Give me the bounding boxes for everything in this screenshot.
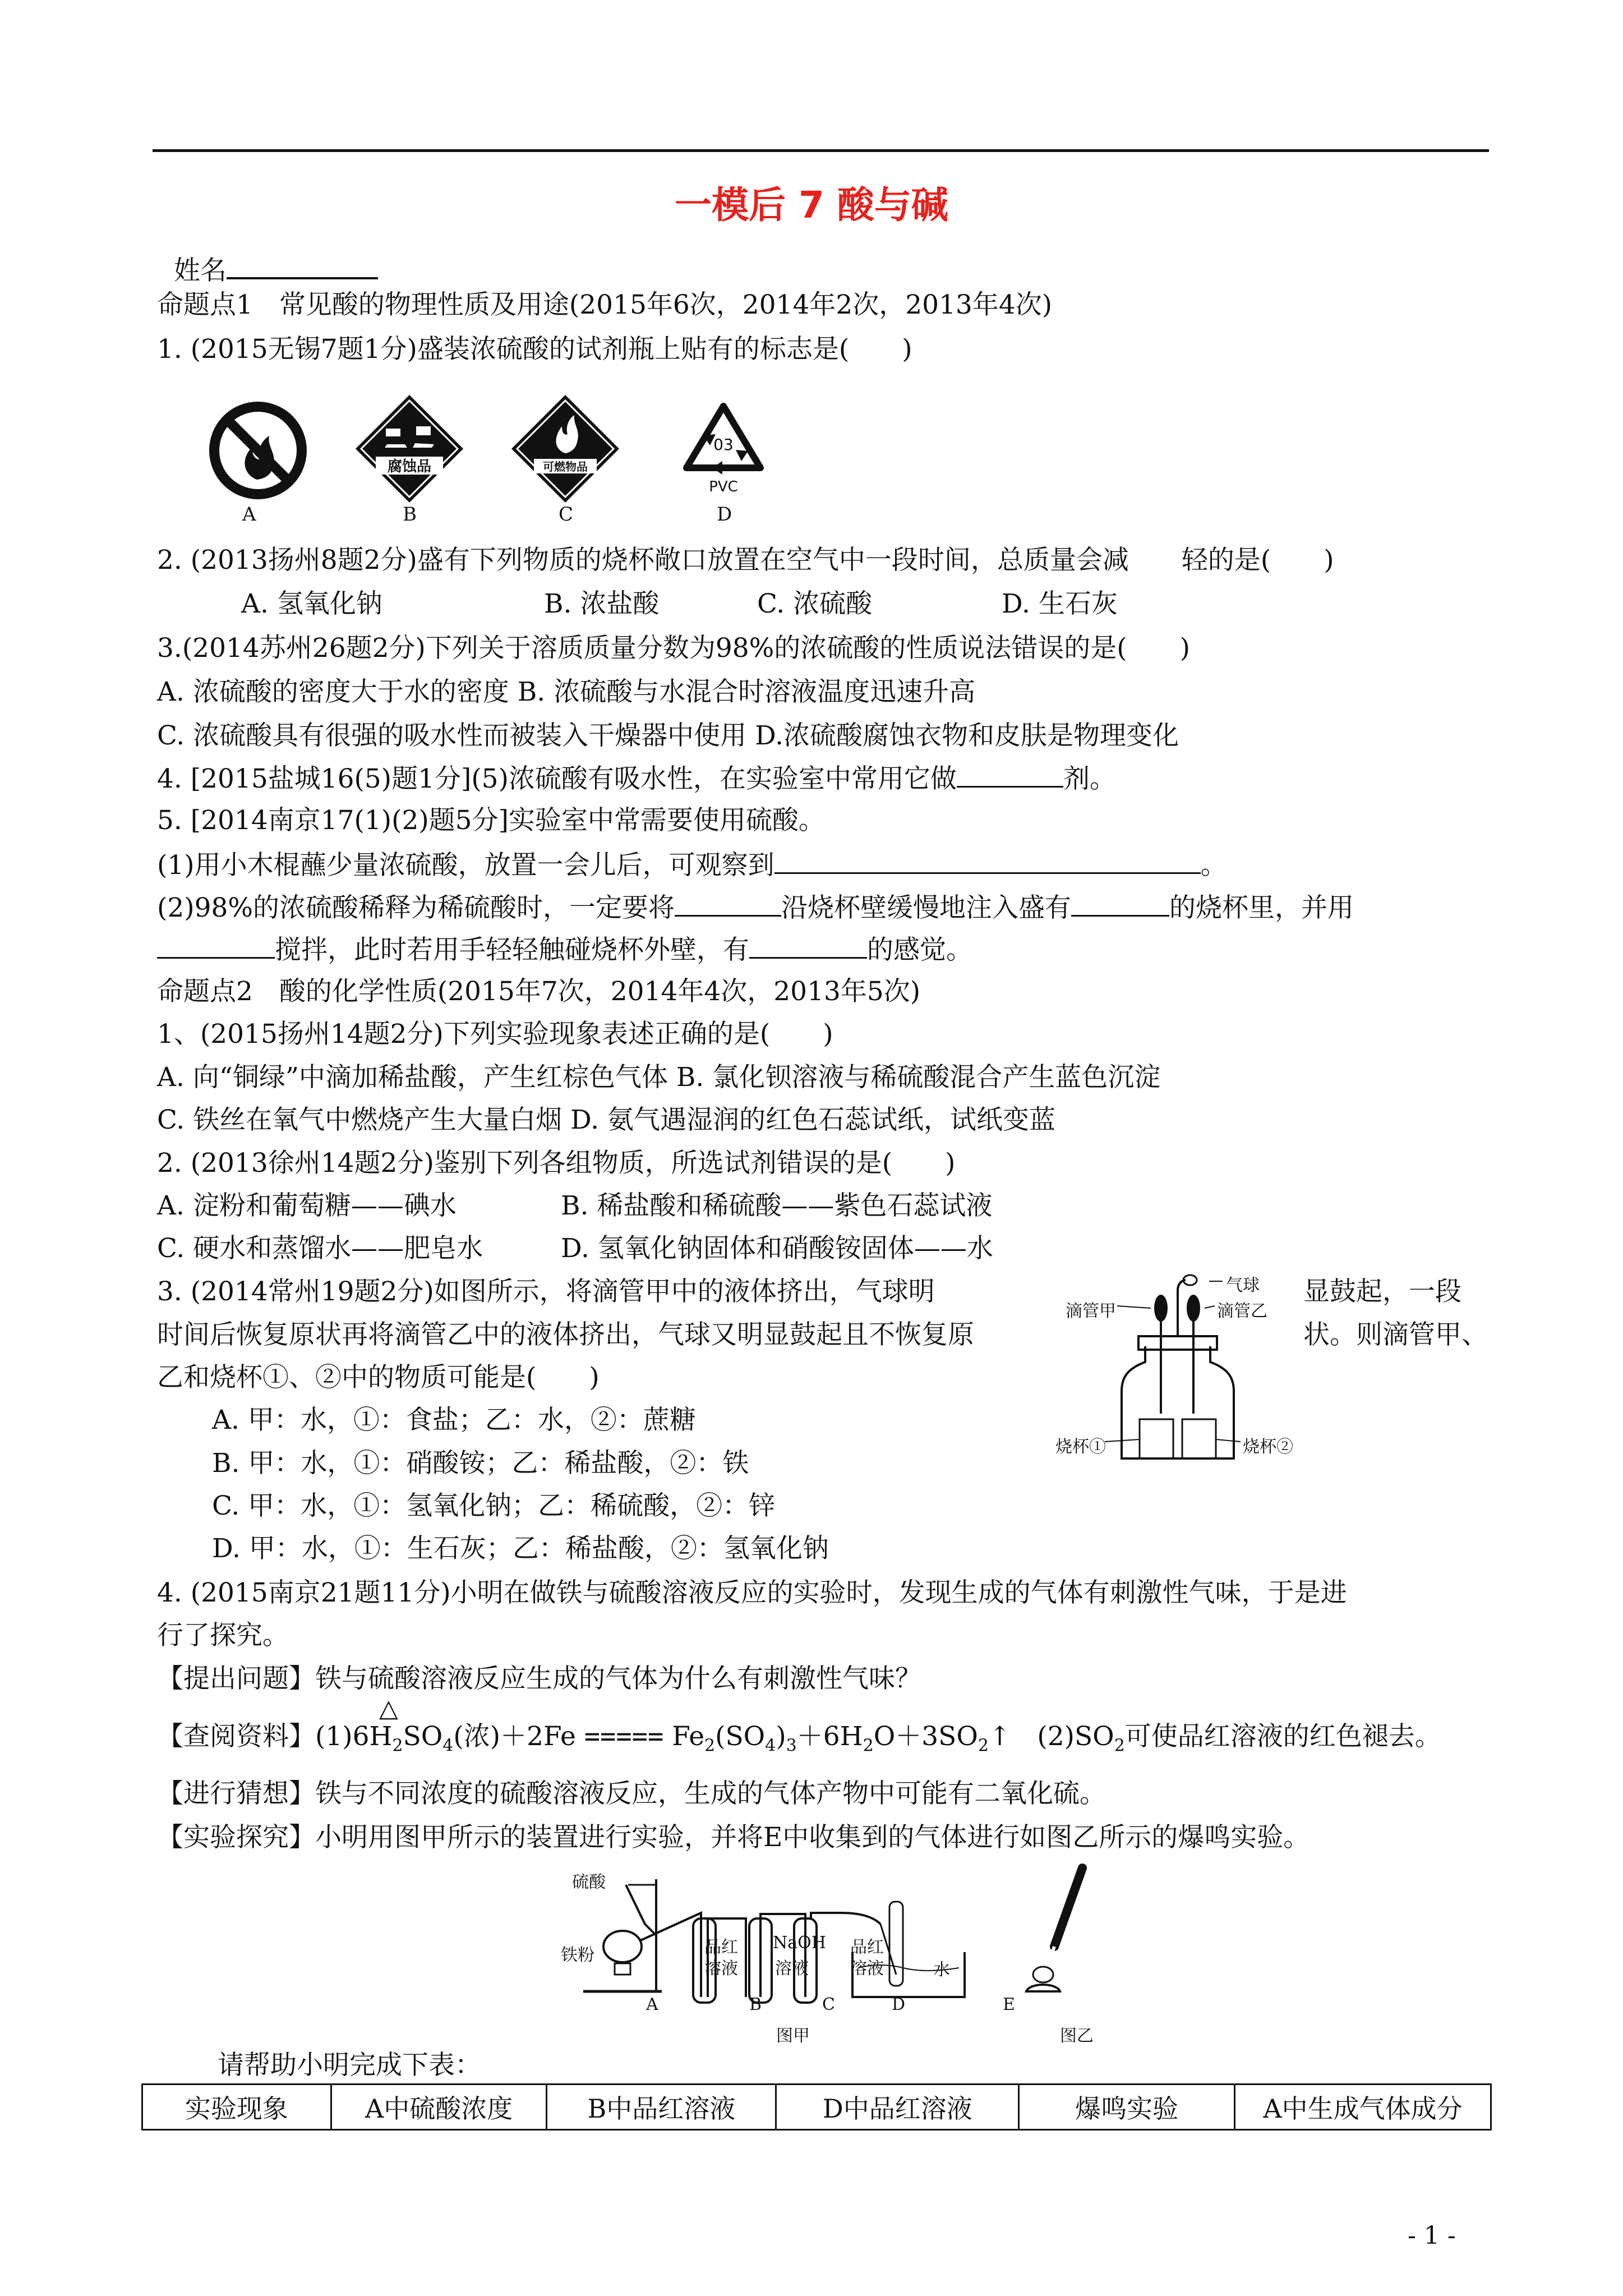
option-b-label: B — [403, 503, 417, 526]
fig-label-d: D — [892, 1995, 906, 2014]
fig-label-fig-a: 图甲 — [776, 2026, 810, 2046]
page-number: - 1 - — [1408, 2221, 1456, 2250]
recycle-pvc-icon — [673, 398, 774, 499]
p2-q3-l2a: 时间后恢复原状再将滴管乙中的液体挤出，气球又明显鼓起且不恢复原 — [157, 1319, 974, 1350]
logo-b-text: 腐蚀品 — [387, 458, 432, 475]
name-blank[interactable] — [227, 251, 378, 279]
ref-eq-tail: (2)SO — [1037, 1721, 1114, 1752]
no-open-flame-icon — [209, 401, 307, 500]
option-a-label: A — [242, 503, 256, 526]
p1-q5-part1 — [157, 848, 1227, 882]
p2-q2-opt-d: D. 氢氧化钠固体和硝酸铵固体——水 — [561, 1233, 993, 1264]
p2-q3-opt-d: D. 甲：水，①：生石灰；乙：稀盐酸，②：氢氧化钠 — [212, 1533, 829, 1564]
p2-q2-stem: 2. (2013徐州14题2分)鉴别下列各组物质，所选试剂错误的是( ) — [157, 1148, 956, 1179]
p1-q3-line2: C. 浓硫酸具有很强的吸水性而被装入干燥器中使用 D.浓硫酸腐蚀衣物和皮肤是物理变化 — [157, 720, 1179, 751]
p1-q5-p1-pre: (1)用小木棍蘸少量浓硫酸，放置一会儿后，可观察到 — [157, 850, 774, 881]
table-header-row — [142, 2085, 1491, 2130]
p1-q5-p2-b: 沿烧杯壁缓慢地注入盛有 — [781, 892, 1072, 923]
logo-d-number: 03 — [713, 435, 734, 454]
p2-q3-l2b: 状。则滴管甲、 — [1303, 1319, 1488, 1350]
fig-label-acid: 硫酸 — [572, 1872, 606, 1892]
p1-q5-p2-c: 的烧杯里，并用 — [1169, 892, 1354, 923]
p2-q1-line1: A. 向“铜绿”中滴加稀盐酸，产生红棕色气体 B. 氯化钡溶液与稀硫酸混合产生蓝色沉淀 — [157, 1062, 1161, 1093]
p2-q3-opt-a: A. 甲：水，①：食盐；乙：水，②：蔗糖 — [212, 1405, 696, 1435]
p1-q5-blank4[interactable] — [157, 932, 275, 959]
option-d-label: D — [717, 503, 732, 526]
fig-label-fig-b: 图乙 — [1060, 2026, 1094, 2046]
table-header-cell: A中硫酸浓度 — [331, 2085, 547, 2130]
p1-q2-opt-b: B. 浓盐酸 — [544, 588, 660, 619]
page-title: 一模后 7 酸与碱 — [675, 183, 948, 227]
point2-header: 命题点2 酸的化学性质(2015年7次，2014年4次，2013年5次) — [157, 976, 921, 1007]
fig-label-c: C — [822, 1995, 835, 2014]
fig-label-c-sol: 溶液 — [775, 1959, 809, 1978]
p2-q4-help: 请帮助小明完成下表： — [218, 2050, 481, 2081]
header-rule — [153, 149, 1489, 152]
p2-q2-opt-c: C. 硬水和蒸馏水——肥皂水 — [157, 1233, 483, 1264]
p1-q4-post: 剂。 — [1063, 763, 1116, 794]
fig-label-a: A — [646, 1995, 658, 2014]
table-header-cell: B中品红溶液 — [547, 2085, 776, 2130]
option-c-label: C — [559, 503, 574, 526]
p1-q2-opt-d: D. 生石灰 — [1002, 588, 1118, 619]
table-header-cell: 爆鸣实验 — [1019, 2085, 1235, 2130]
p1-q5-p1-post: 。 — [1200, 850, 1227, 881]
p1-q3-line1: A. 浓硫酸的密度大于水的密度 B. 浓硫酸与水混合时溶液温度迅速升高 — [157, 677, 976, 707]
p1-q5-p3-b: 搅拌，此时若用手轻轻触碰烧杯外壁，有 — [275, 935, 749, 965]
logo-d-code: PVC — [709, 478, 738, 495]
p1-q4 — [157, 761, 1116, 796]
table-header-cell: D中品红溶液 — [776, 2085, 1019, 2130]
fig-label-d-pin: 品红 — [850, 1938, 884, 1957]
fig-label-d-sol: 溶液 — [850, 1959, 884, 1978]
p2-q2-opt-a: A. 淀粉和葡萄糖——碘水 — [157, 1190, 457, 1221]
ref-label: 【查阅资料】 — [157, 1721, 315, 1752]
p1-q2-opt-a: A. 氢氧化钠 — [241, 588, 382, 619]
p2-q3-l1b: 显鼓起，一段 — [1303, 1276, 1461, 1307]
p2-q4-ref: 【查阅资料】$(1)6H_2SO_4$(浓)＋2Fe ===== $Fe_2(SO_4)_3+6H_2O+3SO_2↑$ $(2)SO_2$可使品红溶液的红色褪去。 — [157, 1721, 1441, 1756]
name-label: 姓名 — [174, 255, 227, 286]
p1-q3-stem: 3.(2014苏州26题2分)下列关于溶质质量分数为98%的浓硫酸的性质说法错误的是( ) — [157, 633, 1190, 664]
p1-q1-stem: 1. (2015无锡7题1分)盛装浓硫酸的试剂瓶上贴有的标志是( ) — [157, 334, 912, 365]
point1-header: 命题点1 常见酸的物理性质及用途(2015年6次，2014年2次，2013年4次) — [157, 289, 1053, 320]
fig-label-dropper-a: 滴管甲 — [1066, 1301, 1116, 1321]
p2-q2-opt-b: B. 稀盐酸和稀硫酸——紫色石蕊试液 — [561, 1190, 993, 1221]
p1-q5-blank3[interactable] — [1071, 890, 1169, 917]
p2-q3-l3: 乙和烧杯①、②中的物质可能是( ) — [157, 1362, 600, 1393]
fig-label-iron: 铁粉 — [561, 1945, 594, 1965]
fig-label-beaker1: 烧杯① — [1055, 1437, 1106, 1457]
p1-q2-stem: 2. (2013扬州8题2分)盛有下列物质的烧杯敞口放置在空气中一段时间，总质量会减 轻的是( ) — [157, 545, 1334, 576]
table-header-cell: A中生成气体成分 — [1235, 2085, 1491, 2130]
logo-c-text: 可燃物品 — [543, 460, 588, 473]
fig-label-balloon: 气球 — [1226, 1276, 1260, 1295]
fig-label-beaker2: 烧杯② — [1243, 1437, 1293, 1457]
p1-q5-stem: 5. [2014南京17(1)(2)题5分]实验室中常需要使用硫酸。 — [157, 805, 825, 836]
p1-q4-pre: 4. [2015盐城16(5)题1分](5)浓硫酸有吸水性，在实验室中常用它做 — [157, 763, 957, 794]
fig-label-b-sol: 溶液 — [704, 1959, 738, 1978]
fig-label-c-naoh: NaOH — [773, 1933, 826, 1953]
p2-q4-guess: 【进行猜想】铁与不同浓度的硫酸溶液反应，生成的气体产物中可能有二氧化硫。 — [157, 1778, 1106, 1809]
p1-q5-blank1[interactable] — [774, 848, 1201, 874]
p2-q4-explore: 【实验探究】小明用图甲所示的装置进行实验，并将E中收集到的气体进行如图乙所示的爆鸣实验。 — [157, 1822, 1310, 1853]
p2-q3-l1a: 3. (2014常州19题2分)如图所示，将滴管甲中的液体挤出，气球明 — [157, 1276, 935, 1307]
p2-q3-opt-c: C. 甲：水，①：氢氧化钠；乙：稀硫酸，②：锌 — [212, 1490, 776, 1521]
table-header-cell: 实验现象 — [142, 2085, 331, 2130]
p1-q5-blank2[interactable] — [675, 890, 781, 917]
fig-label-b-pin: 品红 — [704, 1938, 738, 1957]
fig-label-water: 水 — [933, 1960, 950, 1980]
p1-q5-part3 — [157, 932, 972, 967]
fig-label-b: B — [749, 1995, 762, 2014]
name-field — [174, 251, 378, 288]
flammable-sign-icon — [509, 393, 621, 505]
ref-eq-head: (1)6H — [315, 1721, 393, 1752]
results-table — [141, 2083, 1492, 2131]
p1-q5-part2 — [157, 890, 1354, 925]
fig-label-e: E — [1003, 1995, 1015, 2014]
corrosive-sign-icon — [353, 393, 465, 505]
p2-q4-ask: 【提出问题】铁与硫酸溶液反应生成的气体为什么有刺激性气味？ — [157, 1663, 921, 1694]
p1-q4-blank[interactable] — [957, 761, 1063, 788]
p2-q1-line2: C. 铁丝在氧气中燃烧产生大量白烟 D. 氨气遇湿润的红色石蕊试纸，试纸变蓝 — [157, 1105, 1055, 1135]
p1-q5-p3-c: 的感觉。 — [867, 935, 972, 965]
p2-q3-opt-b: B. 甲：水，①：硝酸铵；乙：稀盐酸，②：铁 — [212, 1448, 749, 1479]
ref-tail2: 可使品红溶液的红色褪去。 — [1124, 1721, 1441, 1752]
heat-symbol: △ — [379, 1694, 398, 1723]
p2-q4-l2: 行了探究。 — [157, 1620, 289, 1651]
p2-q1-stem: 1、(2015扬州14题2分)下列实验现象表述正确的是( ) — [157, 1019, 833, 1050]
p2-q4-l1: 4. (2015南京21题11分)小明在做铁与硫酸溶液反应的实验时，发现生成的气体有刺激性气味，于是进 — [157, 1577, 1347, 1608]
fig-label-dropper-b: 滴管乙 — [1217, 1301, 1267, 1321]
p1-q5-blank5[interactable] — [749, 932, 867, 959]
p1-q5-p2-a: (2)98%的浓硫酸稀释为稀硫酸时，一定要将 — [157, 892, 675, 923]
p1-q2-opt-c: C. 浓硫酸 — [757, 588, 873, 619]
